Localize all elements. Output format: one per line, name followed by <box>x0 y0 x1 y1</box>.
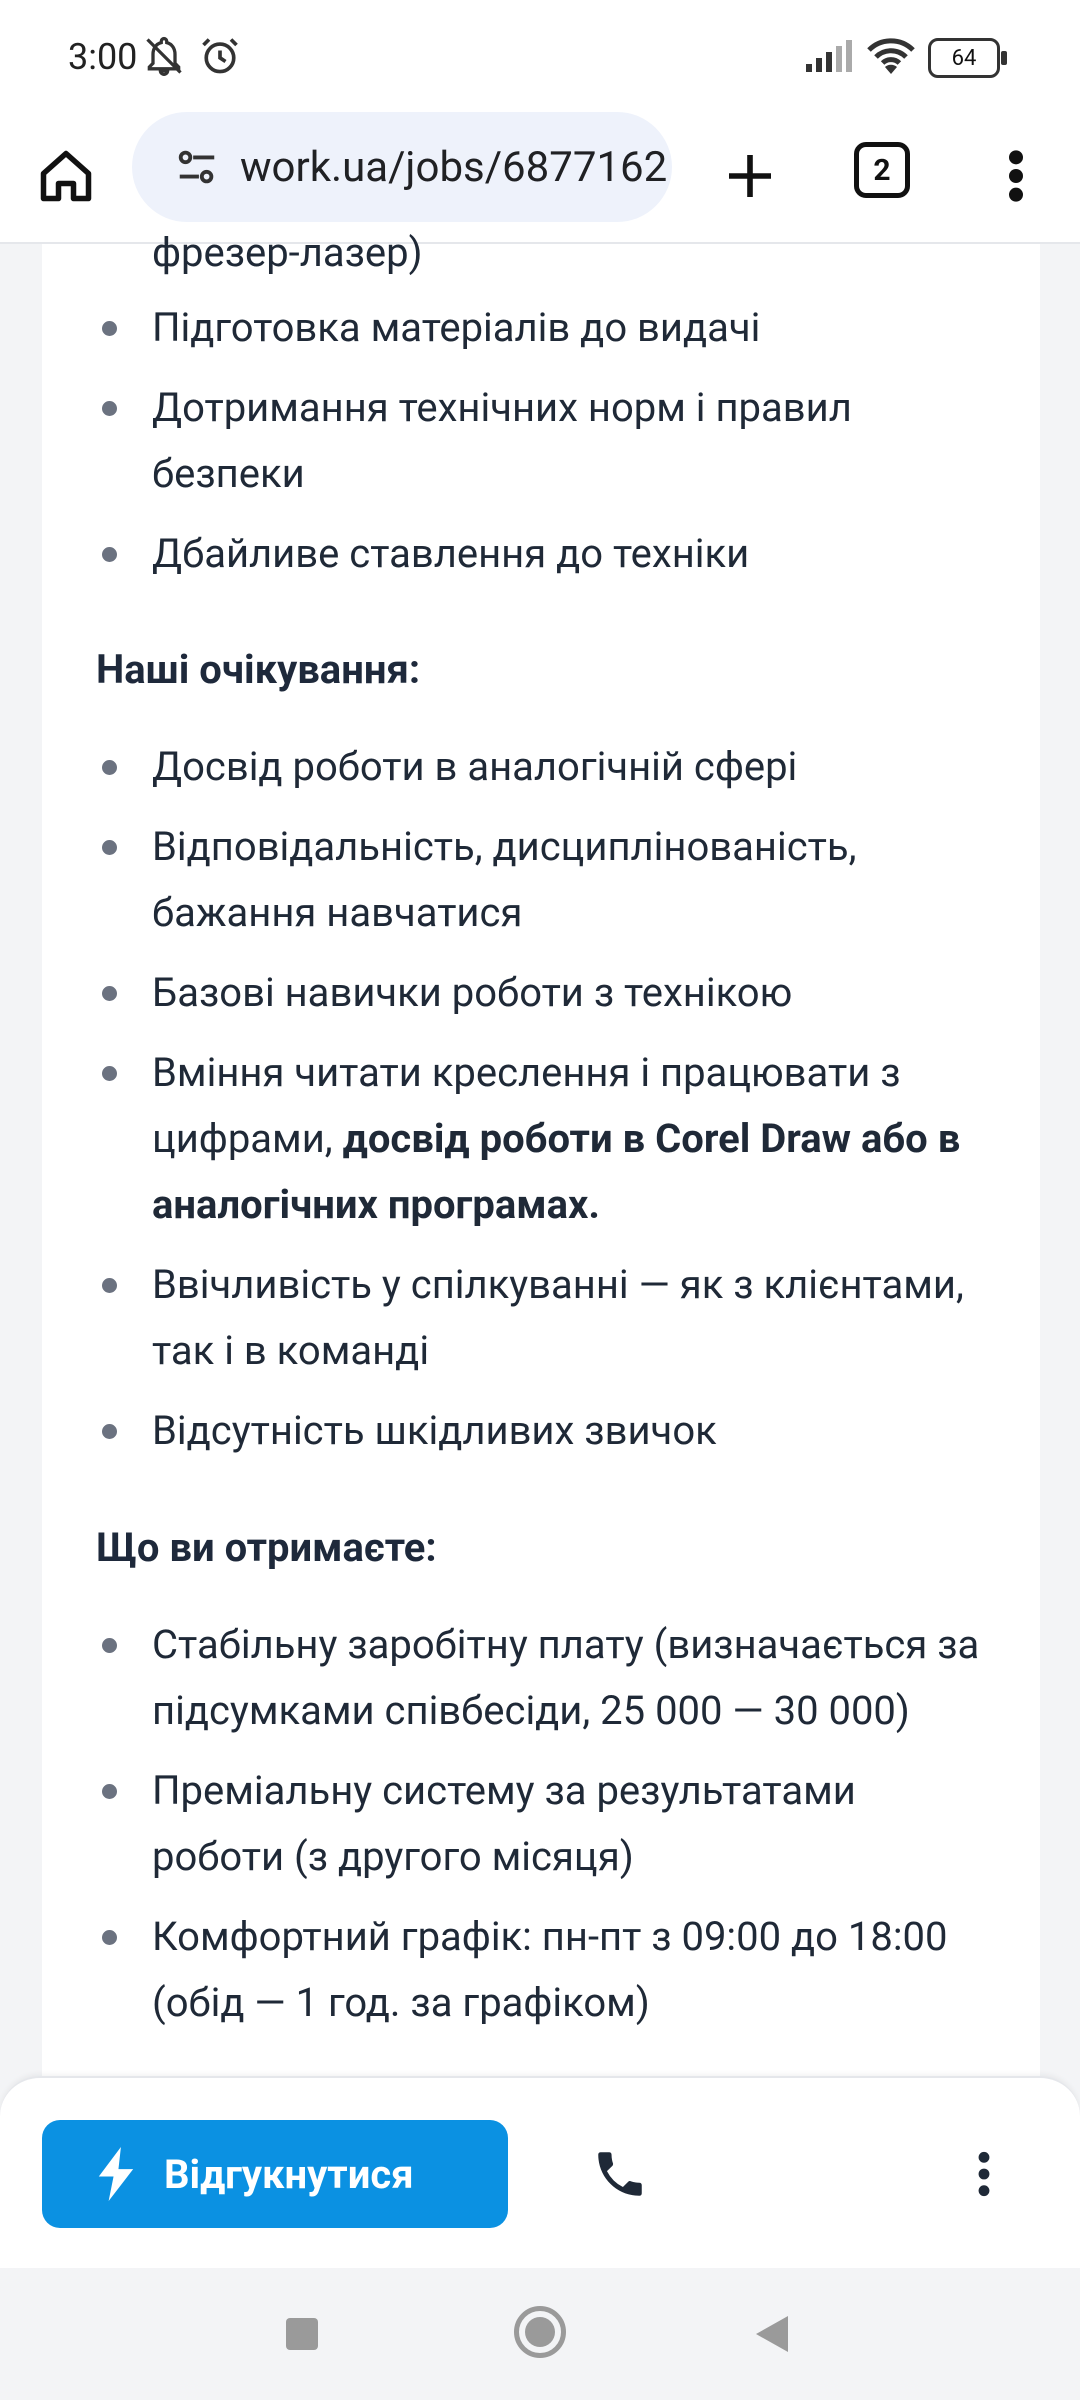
bottom-action-bar <box>0 2076 1080 2268</box>
home-icon <box>36 146 96 206</box>
respond-label: Відгукнутися <box>164 2150 414 2198</box>
expectations-section <box>96 646 996 693</box>
more-vert-icon <box>977 2149 991 2199</box>
list-item-bold-text: досвід роботи в Corel Draw або в аналогічних програмах. <box>152 1115 961 1228</box>
more-vert-icon <box>1006 148 1026 204</box>
recents-button[interactable] <box>286 2318 318 2350</box>
battery-level: 64 <box>951 45 977 71</box>
url-text[interactable]: work.ua/jobs/6877162 <box>240 142 668 192</box>
phone-icon <box>591 2145 649 2203</box>
list-item: Стабільну заробітну плату (визначається за підсумками співбесіди, 25 000 — 30 000) <box>96 1612 996 1744</box>
mute-bell-icon <box>142 34 186 82</box>
section-title: Що ви отримаєте: <box>96 1524 437 1571</box>
list-item-text: Вміння читати креслення і працювати з цифрами, <box>152 1049 901 1162</box>
benefits-section <box>96 1524 996 1571</box>
address-bar[interactable] <box>132 112 672 222</box>
alarm-icon <box>198 34 242 82</box>
list-item: Підготовка матеріалів до видачі <box>96 295 996 361</box>
list-item: Комфортний графік: пн-пт з 09:00 до 18:00 (обід — 1 год. за графіком) <box>96 1904 996 2036</box>
new-tab-button[interactable] <box>714 140 786 212</box>
section-title: Наші очікування: <box>96 646 421 693</box>
lightning-icon <box>96 2147 136 2201</box>
list-item <box>96 1040 996 1238</box>
battery-icon <box>928 38 1000 78</box>
list-item: Преміальну систему за результатами роботи (з другого місяця) <box>96 1758 996 1890</box>
expectations-list <box>96 734 996 1478</box>
benefits-list <box>96 1612 996 2050</box>
list-item: Відсутність шкідливих звичок <box>96 1398 996 1464</box>
signal-icon <box>804 38 854 78</box>
tab-switcher-button[interactable] <box>854 142 910 198</box>
list-item: Базові навички роботи з технікою <box>96 960 996 1026</box>
cut-off-text: фрезер-лазер) <box>152 229 423 276</box>
status-bar <box>0 0 1080 110</box>
more-options-button[interactable] <box>960 2136 1008 2212</box>
list-item: Дотримання технічних норм і правил безпеки <box>96 375 996 507</box>
home-button[interactable] <box>30 140 102 212</box>
back-button[interactable] <box>756 2316 788 2352</box>
tab-count: 2 <box>873 152 891 188</box>
duties-list-tail <box>96 295 996 601</box>
status-time: 3:00 <box>68 36 138 78</box>
home-nav-button[interactable] <box>514 2306 566 2358</box>
wifi-icon <box>866 36 916 80</box>
list-item: Ввічливість у спілкуванні — як з клієнтами, так і в команді <box>96 1252 996 1384</box>
site-settings-icon[interactable] <box>174 144 220 190</box>
respond-button[interactable] <box>42 2120 508 2228</box>
browser-menu-button[interactable] <box>986 140 1046 212</box>
list-item: Відповідальність, дисциплінованість, бажання навчатися <box>96 814 996 946</box>
plus-icon <box>722 148 778 204</box>
list-item: Досвід роботи в аналогічній сфері <box>96 734 996 800</box>
list-item: Дбайливе ставлення до техніки <box>96 521 996 587</box>
call-button[interactable] <box>582 2136 658 2212</box>
